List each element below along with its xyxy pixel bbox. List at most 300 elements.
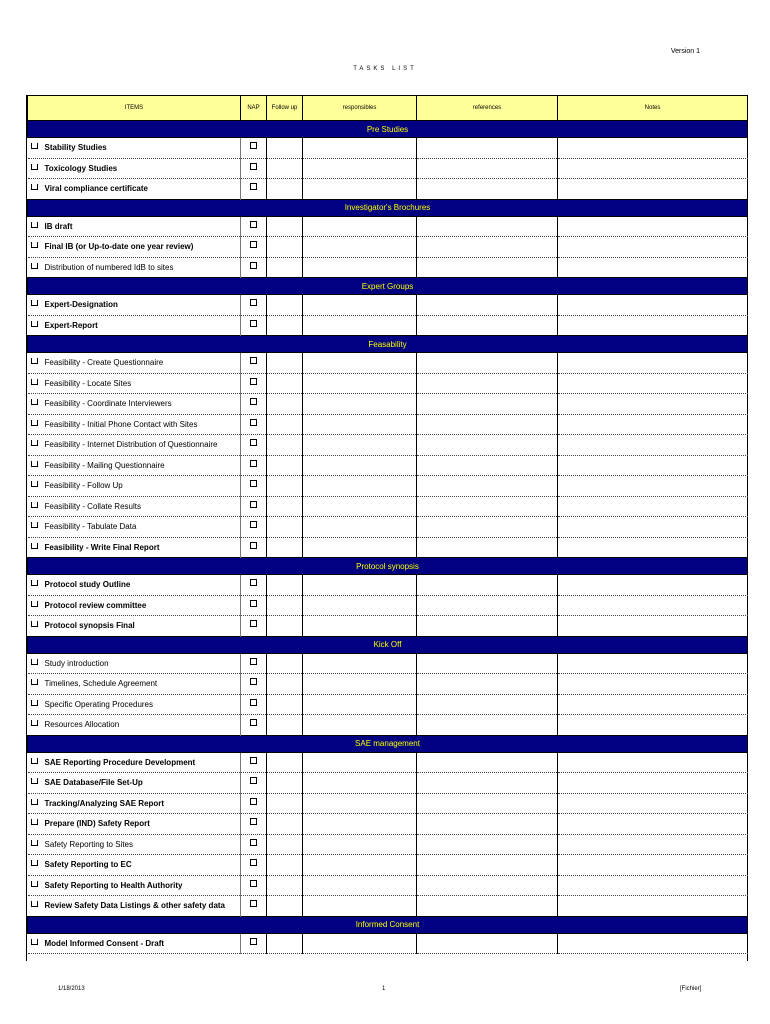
notes-cell[interactable] (558, 896, 748, 917)
references-cell[interactable] (417, 216, 558, 237)
follow-up-cell[interactable] (267, 435, 303, 456)
nap-checkbox[interactable] (250, 480, 257, 487)
nap-wrap (241, 841, 266, 848)
references-cell[interactable] (417, 353, 558, 374)
item-checkbox[interactable] (31, 659, 38, 665)
item-content (28, 939, 241, 948)
item-label: Study introduction (44, 658, 109, 668)
responsibles-cell[interactable] (303, 752, 417, 773)
item-checkbox[interactable] (31, 440, 38, 446)
notes-cell[interactable] (558, 575, 748, 596)
responsibles-cell[interactable] (303, 138, 417, 159)
follow-up-cell[interactable] (267, 496, 303, 517)
responsibles-cell[interactable] (303, 715, 417, 736)
item-checkbox[interactable] (31, 164, 38, 170)
responsibles-cell[interactable] (303, 575, 417, 596)
responsibles-cell[interactable] (303, 814, 417, 835)
item-checkbox[interactable] (31, 881, 38, 887)
responsibles-cell[interactable] (303, 595, 417, 616)
nap-checkbox[interactable] (250, 620, 257, 627)
item-content (28, 601, 241, 610)
responsibles-cell[interactable] (303, 179, 417, 200)
item-checkbox[interactable] (31, 263, 38, 269)
follow-up-cell[interactable] (267, 715, 303, 736)
notes-cell[interactable] (558, 752, 748, 773)
item-cell (28, 373, 241, 394)
references-cell[interactable] (417, 834, 558, 855)
table-row (28, 653, 748, 674)
table-row (28, 715, 748, 736)
item-content (28, 143, 241, 152)
nap-cell (241, 653, 267, 674)
item-content (28, 621, 241, 630)
references-cell[interactable] (417, 517, 558, 538)
references-cell[interactable] (417, 496, 558, 517)
nap-checkbox[interactable] (250, 221, 257, 228)
responsibles-cell[interactable] (303, 373, 417, 394)
item-label: Specific Operating Procedures (44, 699, 153, 709)
notes-cell[interactable] (558, 674, 748, 695)
responsibles-cell[interactable] (303, 773, 417, 794)
nap-wrap (241, 660, 266, 667)
nap-checkbox[interactable] (250, 241, 257, 248)
item-checkbox[interactable] (31, 601, 38, 607)
section-row (28, 735, 748, 752)
follow-up-cell[interactable] (267, 414, 303, 435)
nap-wrap (241, 861, 266, 868)
nap-checkbox[interactable] (250, 398, 257, 405)
notes-cell[interactable] (558, 216, 748, 237)
nap-cell (241, 455, 267, 476)
nap-cell (241, 394, 267, 415)
notes-cell[interactable] (558, 933, 748, 954)
nap-cell (241, 517, 267, 538)
table-row (28, 674, 748, 695)
nap-cell (241, 537, 267, 558)
item-content (28, 679, 241, 688)
references-cell[interactable] (417, 476, 558, 497)
section-row (28, 916, 748, 933)
item-checkbox[interactable] (31, 300, 38, 306)
follow-up-cell[interactable] (267, 158, 303, 179)
responsibles-cell[interactable] (303, 257, 417, 278)
notes-cell[interactable] (558, 295, 748, 316)
item-label: Protocol synopsis Final (44, 621, 135, 631)
item-checkbox[interactable] (31, 222, 38, 228)
item-cell (28, 455, 241, 476)
nap-cell (241, 414, 267, 435)
table-row (28, 752, 748, 773)
nap-cell (241, 496, 267, 517)
references-cell[interactable] (417, 394, 558, 415)
references-cell[interactable] (417, 373, 558, 394)
item-checkbox[interactable] (31, 358, 38, 364)
nap-wrap (241, 400, 266, 407)
follow-up-cell[interactable] (267, 138, 303, 159)
follow-up-cell[interactable] (267, 773, 303, 794)
column-header-notes: Notes (558, 96, 748, 121)
nap-wrap (241, 421, 266, 428)
nap-checkbox[interactable] (250, 299, 257, 306)
item-checkbox[interactable] (31, 242, 38, 248)
notes-cell[interactable] (558, 394, 748, 415)
references-cell[interactable] (417, 537, 558, 558)
item-checkbox[interactable] (31, 481, 38, 487)
table-row (28, 315, 748, 336)
responsibles-cell[interactable] (303, 933, 417, 954)
nap-checkbox[interactable] (250, 600, 257, 607)
footer-date: 1/18/2013 (58, 986, 85, 992)
nap-checkbox[interactable] (250, 183, 257, 190)
table-row (28, 158, 748, 179)
nap-checkbox[interactable] (250, 320, 257, 327)
table-row (28, 517, 748, 538)
item-checkbox[interactable] (31, 901, 38, 907)
table-row (28, 237, 748, 258)
references-cell[interactable] (417, 595, 558, 616)
nap-wrap (241, 482, 266, 489)
responsibles-cell[interactable] (303, 616, 417, 637)
nap-cell (241, 616, 267, 637)
responsibles-cell[interactable] (303, 875, 417, 896)
item-label: Final IB (or Up-to-date one year review) (44, 242, 194, 252)
nap-checkbox[interactable] (250, 460, 257, 467)
item-checkbox[interactable] (31, 819, 38, 825)
item-cell (28, 834, 241, 855)
responsibles-cell[interactable] (303, 694, 417, 715)
notes-cell[interactable] (558, 496, 748, 517)
item-checkbox[interactable] (31, 860, 38, 866)
follow-up-cell[interactable] (267, 814, 303, 835)
section-title: Investigator's Brochures (28, 199, 748, 216)
item-checkbox[interactable] (31, 679, 38, 685)
notes-cell[interactable] (558, 537, 748, 558)
item-cell (28, 537, 241, 558)
follow-up-cell[interactable] (267, 476, 303, 497)
responsibles-cell[interactable] (303, 653, 417, 674)
references-cell[interactable] (417, 455, 558, 476)
references-cell[interactable] (417, 715, 558, 736)
nap-checkbox[interactable] (250, 880, 257, 887)
nap-checkbox[interactable] (250, 798, 257, 805)
responsibles-cell[interactable] (303, 295, 417, 316)
table-row (28, 814, 748, 835)
nap-wrap (241, 544, 266, 551)
item-checkbox[interactable] (31, 778, 38, 784)
follow-up-cell[interactable] (267, 595, 303, 616)
follow-up-cell[interactable] (267, 394, 303, 415)
nap-checkbox[interactable] (250, 900, 257, 907)
responsibles-cell[interactable] (303, 496, 417, 517)
item-checkbox[interactable] (31, 758, 38, 764)
responsibles-cell[interactable] (303, 353, 417, 374)
item-content (28, 720, 241, 729)
nap-checkbox[interactable] (250, 839, 257, 846)
item-content (28, 440, 241, 449)
nap-wrap (241, 359, 266, 366)
notes-cell[interactable] (558, 476, 748, 497)
follow-up-cell[interactable] (267, 216, 303, 237)
item-cell (28, 855, 241, 876)
references-cell[interactable] (417, 257, 558, 278)
nap-checkbox[interactable] (250, 262, 257, 269)
item-label: Stability Studies (44, 143, 107, 153)
column-header-nap: NAP (241, 96, 267, 121)
follow-up-cell[interactable] (267, 353, 303, 374)
item-checkbox[interactable] (31, 502, 38, 508)
item-cell (28, 653, 241, 674)
follow-up-cell[interactable] (267, 455, 303, 476)
references-cell[interactable] (417, 237, 558, 258)
nap-checkbox[interactable] (250, 777, 257, 784)
nap-cell (241, 353, 267, 374)
follow-up-cell[interactable] (267, 517, 303, 538)
nap-checkbox[interactable] (250, 818, 257, 825)
follow-up-cell[interactable] (267, 179, 303, 200)
references-cell[interactable] (417, 616, 558, 637)
task-sheet (26, 95, 748, 961)
responsibles-cell[interactable] (303, 216, 417, 237)
references-cell[interactable] (417, 875, 558, 896)
item-checkbox[interactable] (31, 543, 38, 549)
nap-checkbox[interactable] (250, 419, 257, 426)
notes-cell[interactable] (558, 814, 748, 835)
follow-up-cell[interactable] (267, 616, 303, 637)
responsibles-cell[interactable] (303, 476, 417, 497)
follow-up-cell[interactable] (267, 855, 303, 876)
follow-up-cell[interactable] (267, 257, 303, 278)
item-checkbox[interactable] (31, 321, 38, 327)
notes-cell[interactable] (558, 435, 748, 456)
table-row (28, 353, 748, 374)
nap-checkbox[interactable] (250, 378, 257, 385)
follow-up-cell[interactable] (267, 793, 303, 814)
nap-wrap (241, 144, 266, 151)
follow-up-cell[interactable] (267, 315, 303, 336)
references-cell[interactable] (417, 179, 558, 200)
nap-checkbox[interactable] (250, 142, 257, 149)
item-checkbox[interactable] (31, 143, 38, 149)
notes-cell[interactable] (558, 715, 748, 736)
notes-cell[interactable] (558, 455, 748, 476)
references-cell[interactable] (417, 896, 558, 917)
references-cell[interactable] (417, 315, 558, 336)
nap-checkbox[interactable] (250, 439, 257, 446)
version-label: Version 1 (670, 48, 700, 55)
nap-checkbox[interactable] (250, 658, 257, 665)
references-cell[interactable] (417, 752, 558, 773)
references-cell[interactable] (417, 138, 558, 159)
nap-checkbox[interactable] (250, 699, 257, 706)
follow-up-cell[interactable] (267, 373, 303, 394)
responsibles-cell[interactable] (303, 455, 417, 476)
follow-up-cell[interactable] (267, 575, 303, 596)
section-row (28, 199, 748, 216)
notes-cell[interactable] (558, 616, 748, 637)
references-cell[interactable] (417, 158, 558, 179)
notes-cell[interactable] (558, 237, 748, 258)
item-cell (28, 394, 241, 415)
nap-cell (241, 896, 267, 917)
responsibles-cell[interactable] (303, 315, 417, 336)
table-row (28, 138, 748, 159)
nap-checkbox[interactable] (250, 719, 257, 726)
nap-wrap (241, 701, 266, 708)
follow-up-cell[interactable] (267, 834, 303, 855)
references-cell[interactable] (417, 414, 558, 435)
item-label: Model Informed Consent - Draft (44, 938, 165, 948)
responsibles-cell[interactable] (303, 793, 417, 814)
responsibles-cell[interactable] (303, 855, 417, 876)
item-checkbox[interactable] (31, 580, 38, 586)
item-checkbox[interactable] (31, 379, 38, 385)
nap-checkbox[interactable] (250, 938, 257, 945)
references-cell[interactable] (417, 814, 558, 835)
references-cell[interactable] (417, 694, 558, 715)
responsibles-cell[interactable] (303, 537, 417, 558)
item-content (28, 758, 241, 767)
item-label: Feasibility - Initial Phone Contact with Sites (44, 419, 198, 429)
section-title: Informed Consent (28, 916, 748, 933)
responsibles-cell[interactable] (303, 394, 417, 415)
item-content (28, 222, 241, 231)
section-title: Expert Groups (28, 278, 748, 295)
item-content (28, 379, 241, 388)
follow-up-cell[interactable] (267, 933, 303, 954)
nap-checkbox[interactable] (250, 357, 257, 364)
follow-up-cell[interactable] (267, 237, 303, 258)
references-cell[interactable] (417, 773, 558, 794)
item-checkbox[interactable] (31, 939, 38, 945)
notes-cell[interactable] (558, 414, 748, 435)
notes-cell[interactable] (558, 773, 748, 794)
follow-up-cell[interactable] (267, 653, 303, 674)
references-cell[interactable] (417, 793, 558, 814)
item-cell (28, 715, 241, 736)
table-row (28, 179, 748, 200)
notes-cell[interactable] (558, 138, 748, 159)
table-row (28, 257, 748, 278)
item-cell (28, 414, 241, 435)
follow-up-cell[interactable] (267, 674, 303, 695)
responsibles-cell[interactable] (303, 435, 417, 456)
notes-cell[interactable] (558, 793, 748, 814)
nap-checkbox[interactable] (250, 163, 257, 170)
item-label: Review Safety Data Listings & other safety data (44, 901, 225, 911)
item-content (28, 901, 241, 910)
item-label: Timelines, Schedule Agreement (44, 679, 158, 689)
notes-cell[interactable] (558, 653, 748, 674)
item-checkbox[interactable] (31, 420, 38, 426)
responsibles-cell[interactable] (303, 896, 417, 917)
nap-checkbox[interactable] (250, 757, 257, 764)
follow-up-cell[interactable] (267, 896, 303, 917)
table-row (28, 575, 748, 596)
item-cell (28, 476, 241, 497)
section-row (28, 636, 748, 653)
nap-cell (241, 773, 267, 794)
notes-cell[interactable] (558, 595, 748, 616)
nap-checkbox[interactable] (250, 579, 257, 586)
nap-checkbox[interactable] (250, 678, 257, 685)
follow-up-cell[interactable] (267, 537, 303, 558)
table-row (28, 595, 748, 616)
notes-cell[interactable] (558, 158, 748, 179)
notes-cell[interactable] (558, 517, 748, 538)
nap-checkbox[interactable] (250, 521, 257, 528)
notes-cell[interactable] (558, 694, 748, 715)
item-cell (28, 875, 241, 896)
table-row (28, 414, 748, 435)
item-checkbox[interactable] (31, 720, 38, 726)
responsibles-cell[interactable] (303, 834, 417, 855)
references-cell[interactable] (417, 933, 558, 954)
item-label: Expert-Report (44, 320, 98, 330)
references-cell[interactable] (417, 855, 558, 876)
section-title: Kick Off (28, 636, 748, 653)
notes-cell[interactable] (558, 257, 748, 278)
references-cell[interactable] (417, 653, 558, 674)
notes-cell[interactable] (558, 315, 748, 336)
table-row (28, 855, 748, 876)
references-cell[interactable] (417, 295, 558, 316)
follow-up-cell[interactable] (267, 752, 303, 773)
responsibles-cell[interactable] (303, 158, 417, 179)
item-checkbox[interactable] (31, 621, 38, 627)
nap-wrap (241, 441, 266, 448)
follow-up-cell[interactable] (267, 875, 303, 896)
references-cell[interactable] (417, 435, 558, 456)
nap-checkbox[interactable] (250, 501, 257, 508)
item-content (28, 860, 241, 869)
responsibles-cell[interactable] (303, 414, 417, 435)
notes-cell[interactable] (558, 179, 748, 200)
item-checkbox[interactable] (31, 840, 38, 846)
nap-cell (241, 138, 267, 159)
item-cell (28, 216, 241, 237)
item-checkbox[interactable] (31, 700, 38, 706)
notes-cell[interactable] (558, 875, 748, 896)
responsibles-cell[interactable] (303, 237, 417, 258)
follow-up-cell[interactable] (267, 295, 303, 316)
nap-cell (241, 674, 267, 695)
nap-wrap (241, 581, 266, 588)
section-row (28, 278, 748, 295)
notes-cell[interactable] (558, 855, 748, 876)
responsibles-cell[interactable] (303, 517, 417, 538)
notes-cell[interactable] (558, 834, 748, 855)
notes-cell[interactable] (558, 353, 748, 374)
responsibles-cell[interactable] (303, 674, 417, 695)
nap-cell (241, 257, 267, 278)
item-checkbox[interactable] (31, 461, 38, 467)
item-checkbox[interactable] (31, 399, 38, 405)
nap-checkbox[interactable] (250, 859, 257, 866)
notes-cell[interactable] (558, 373, 748, 394)
item-checkbox[interactable] (31, 184, 38, 190)
tasks-body (28, 121, 748, 954)
item-cell (28, 773, 241, 794)
item-checkbox[interactable] (31, 522, 38, 528)
nap-cell (241, 315, 267, 336)
item-cell (28, 896, 241, 917)
references-cell[interactable] (417, 575, 558, 596)
references-cell[interactable] (417, 674, 558, 695)
nap-cell (241, 179, 267, 200)
follow-up-cell[interactable] (267, 694, 303, 715)
nap-checkbox[interactable] (250, 542, 257, 549)
item-checkbox[interactable] (31, 799, 38, 805)
